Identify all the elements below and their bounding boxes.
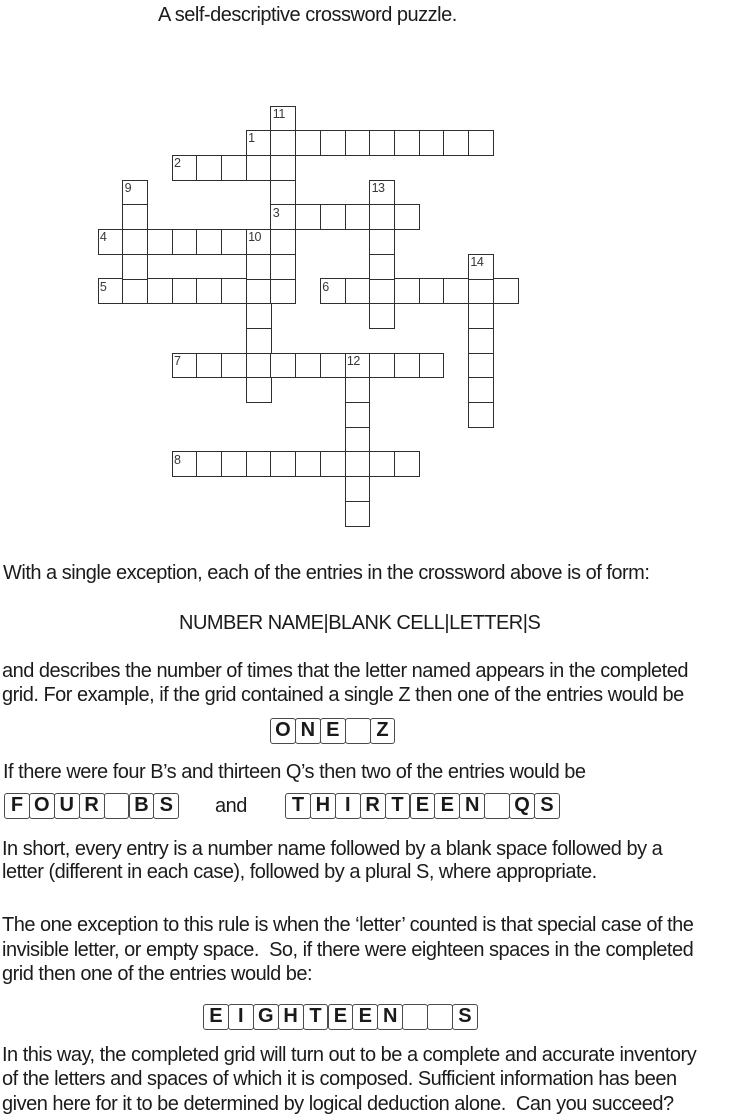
grid-cell [468,328,494,354]
grid-cell-number: 7 [174,353,181,368]
example-letter-cell: E [203,1004,229,1030]
grid-cell [147,278,173,304]
grid-cell-number: 1 [248,131,255,146]
grid-cell-number: 13 [371,180,385,195]
example-letter-cell: I [228,1004,254,1030]
grid-cell [221,229,247,255]
grid-cell [122,254,148,280]
grid-cell [468,303,494,329]
grid-cell [295,204,321,230]
grid-cell [493,278,519,304]
example-letter-cell: B [129,793,155,819]
example-letter-cell: Z [370,718,396,744]
paragraph-four-thirteen: If there were four B’s and thirteen Q’s then two of the entries would be [3,761,586,783]
paragraph-closing-line2: of the letters and spaces of which it is composed. Sufficient information has been [2,1068,677,1090]
example-blank-cell [484,793,510,819]
grid-cell [468,402,494,428]
example-letter-cell: N [295,718,321,744]
grid-cell [468,353,494,379]
grid-cell [394,204,420,230]
grid-cell [468,278,494,304]
grid-cell [122,229,148,255]
example-blank-cell [345,718,371,744]
paragraph-closing-line1: In this way, the completed grid will turn out to be a complete and accurate inventory [2,1044,697,1066]
grid-cell [270,254,296,280]
and-label: and [215,795,247,817]
grid-cell [221,353,247,379]
grid-cell [443,130,469,156]
grid-cell [196,353,222,379]
grid-cell [246,303,272,329]
paragraph-inshort-line1: In short, every entry is a number name followed by a blank space followed by a [2,838,663,860]
example-letter-cell: T [303,1004,329,1030]
grid-cell [320,353,346,379]
example-letter-cell: S [153,793,179,819]
grid-cell [221,451,247,477]
entry-form-spec: NUMBER NAME|BLANK CELL|LETTER|S [179,612,541,634]
grid-cell [246,278,272,304]
grid-cell [369,353,395,379]
grid-cell [320,204,346,230]
example-letter-cell: E [328,1004,354,1030]
grid-cell [295,130,321,156]
grid-cell [369,204,395,230]
grid-cell [172,229,198,255]
example-letter-cell: I [335,793,361,819]
example-letter-cell: E [320,718,346,744]
example-letter-cell: U [54,793,80,819]
example-letter-cell: H [310,793,336,819]
grid-cell [270,278,296,304]
grid-cell [394,451,420,477]
grid-cell [270,229,296,255]
grid-cell [369,303,395,329]
grid-cell [345,501,371,527]
grid-cell [122,204,148,230]
example-letter-cell: S [534,793,560,819]
grid-cell [196,451,222,477]
paragraph-exception-line3: grid then one of the entries would be: [2,963,313,985]
example-letter-cell: T [385,793,411,819]
grid-cell-number: 3 [272,205,280,220]
grid-cell [443,278,469,304]
example-letter-cell: Q [509,793,535,819]
example-letter-cell: E [410,793,436,819]
grid-cell [369,130,395,156]
grid-cell [320,130,346,156]
grid-cell-number: 4 [99,230,107,245]
grid-cell [246,353,272,379]
paragraph-describe-line1: and describes the number of times that the letter named appears in the completed [2,660,688,682]
grid-cell [196,278,222,304]
example-blank-cell [104,793,130,819]
grid-cell-number: 9 [124,180,132,195]
example-blank-cell [427,1004,453,1030]
grid-cell [270,180,296,206]
grid-cell [295,451,321,477]
grid-cell [172,278,198,304]
paragraph-inshort-line2: letter (different in each case), followed by a plural S, where appropriate. [2,861,597,883]
grid-cell [122,278,148,304]
paragraph-exception-line2: invisible letter, or empty space. So, if there were eighteen spaces in the completed [2,939,694,961]
grid-cell [468,377,494,403]
grid-cell-number: 6 [322,279,329,294]
grid-cell [345,377,371,403]
grid-cell [196,229,222,255]
grid-cell-number: 2 [174,156,181,171]
grid-cell [369,278,395,304]
example-letter-cell: N [377,1004,403,1030]
grid-cell [196,155,222,181]
example-letter-cell: R [79,793,105,819]
grid-cell [419,353,445,379]
example-letter-cell: T [285,793,311,819]
grid-cell-number: 5 [99,279,107,294]
grid-cell-number: 8 [174,452,181,467]
example-letter-cell: R [360,793,386,819]
example-letter-cell: S [452,1004,478,1030]
paragraph-describe-line2: grid. For example, if the grid contained a single Z then one of the entries would be [2,684,684,706]
example-letter-cell: H [278,1004,304,1030]
example-letter-cell: O [270,718,296,744]
grid-cell [147,229,173,255]
grid-cell [369,254,395,280]
grid-cell [394,353,420,379]
grid-cell [246,254,272,280]
grid-cell [369,229,395,255]
grid-cell [369,451,395,477]
example-letter-cell: O [29,793,55,819]
grid-cell [345,427,371,453]
grid-cell [345,476,371,502]
grid-cell [345,451,371,477]
grid-cell [246,377,272,403]
grid-cell [394,130,420,156]
grid-cell [221,278,247,304]
grid-cell [270,451,296,477]
grid-cell [345,130,371,156]
grid-cell [468,130,494,156]
grid-cell [246,155,272,181]
grid-cell-number: 12 [346,353,360,368]
example-letter-cell: E [352,1004,378,1030]
grid-cell [221,155,247,181]
example-letter-cell: N [459,793,485,819]
grid-cell [246,451,272,477]
grid-cell [345,402,371,428]
grid-cell [345,278,371,304]
grid-cell [419,130,445,156]
paragraph-intro: With a single exception, each of the entries in the crossword above is of form: [3,562,650,584]
grid-cell [394,278,420,304]
grid-cell [320,451,346,477]
grid-cell [246,328,272,354]
grid-cell-number: 10 [248,230,261,245]
grid-cell [295,353,321,379]
example-letter-cell: E [434,793,460,819]
page-title: A self-descriptive crossword puzzle. [158,4,457,26]
grid-cell-number: 14 [470,254,484,269]
grid-cell-number: 11 [272,106,285,121]
grid-cell [270,130,296,156]
grid-cell [345,204,371,230]
grid-cell [270,353,296,379]
grid-cell [270,155,296,181]
example-blank-cell [402,1004,428,1030]
example-letter-cell: F [4,793,30,819]
grid-cell [419,278,445,304]
paragraph-closing-line3: given here for it to be determined by logical deduction alone. Can you succeed? [2,1093,674,1115]
example-letter-cell: G [253,1004,279,1030]
paragraph-exception-line1: The one exception to this rule is when the ‘letter’ counted is that special case of the [2,914,694,936]
